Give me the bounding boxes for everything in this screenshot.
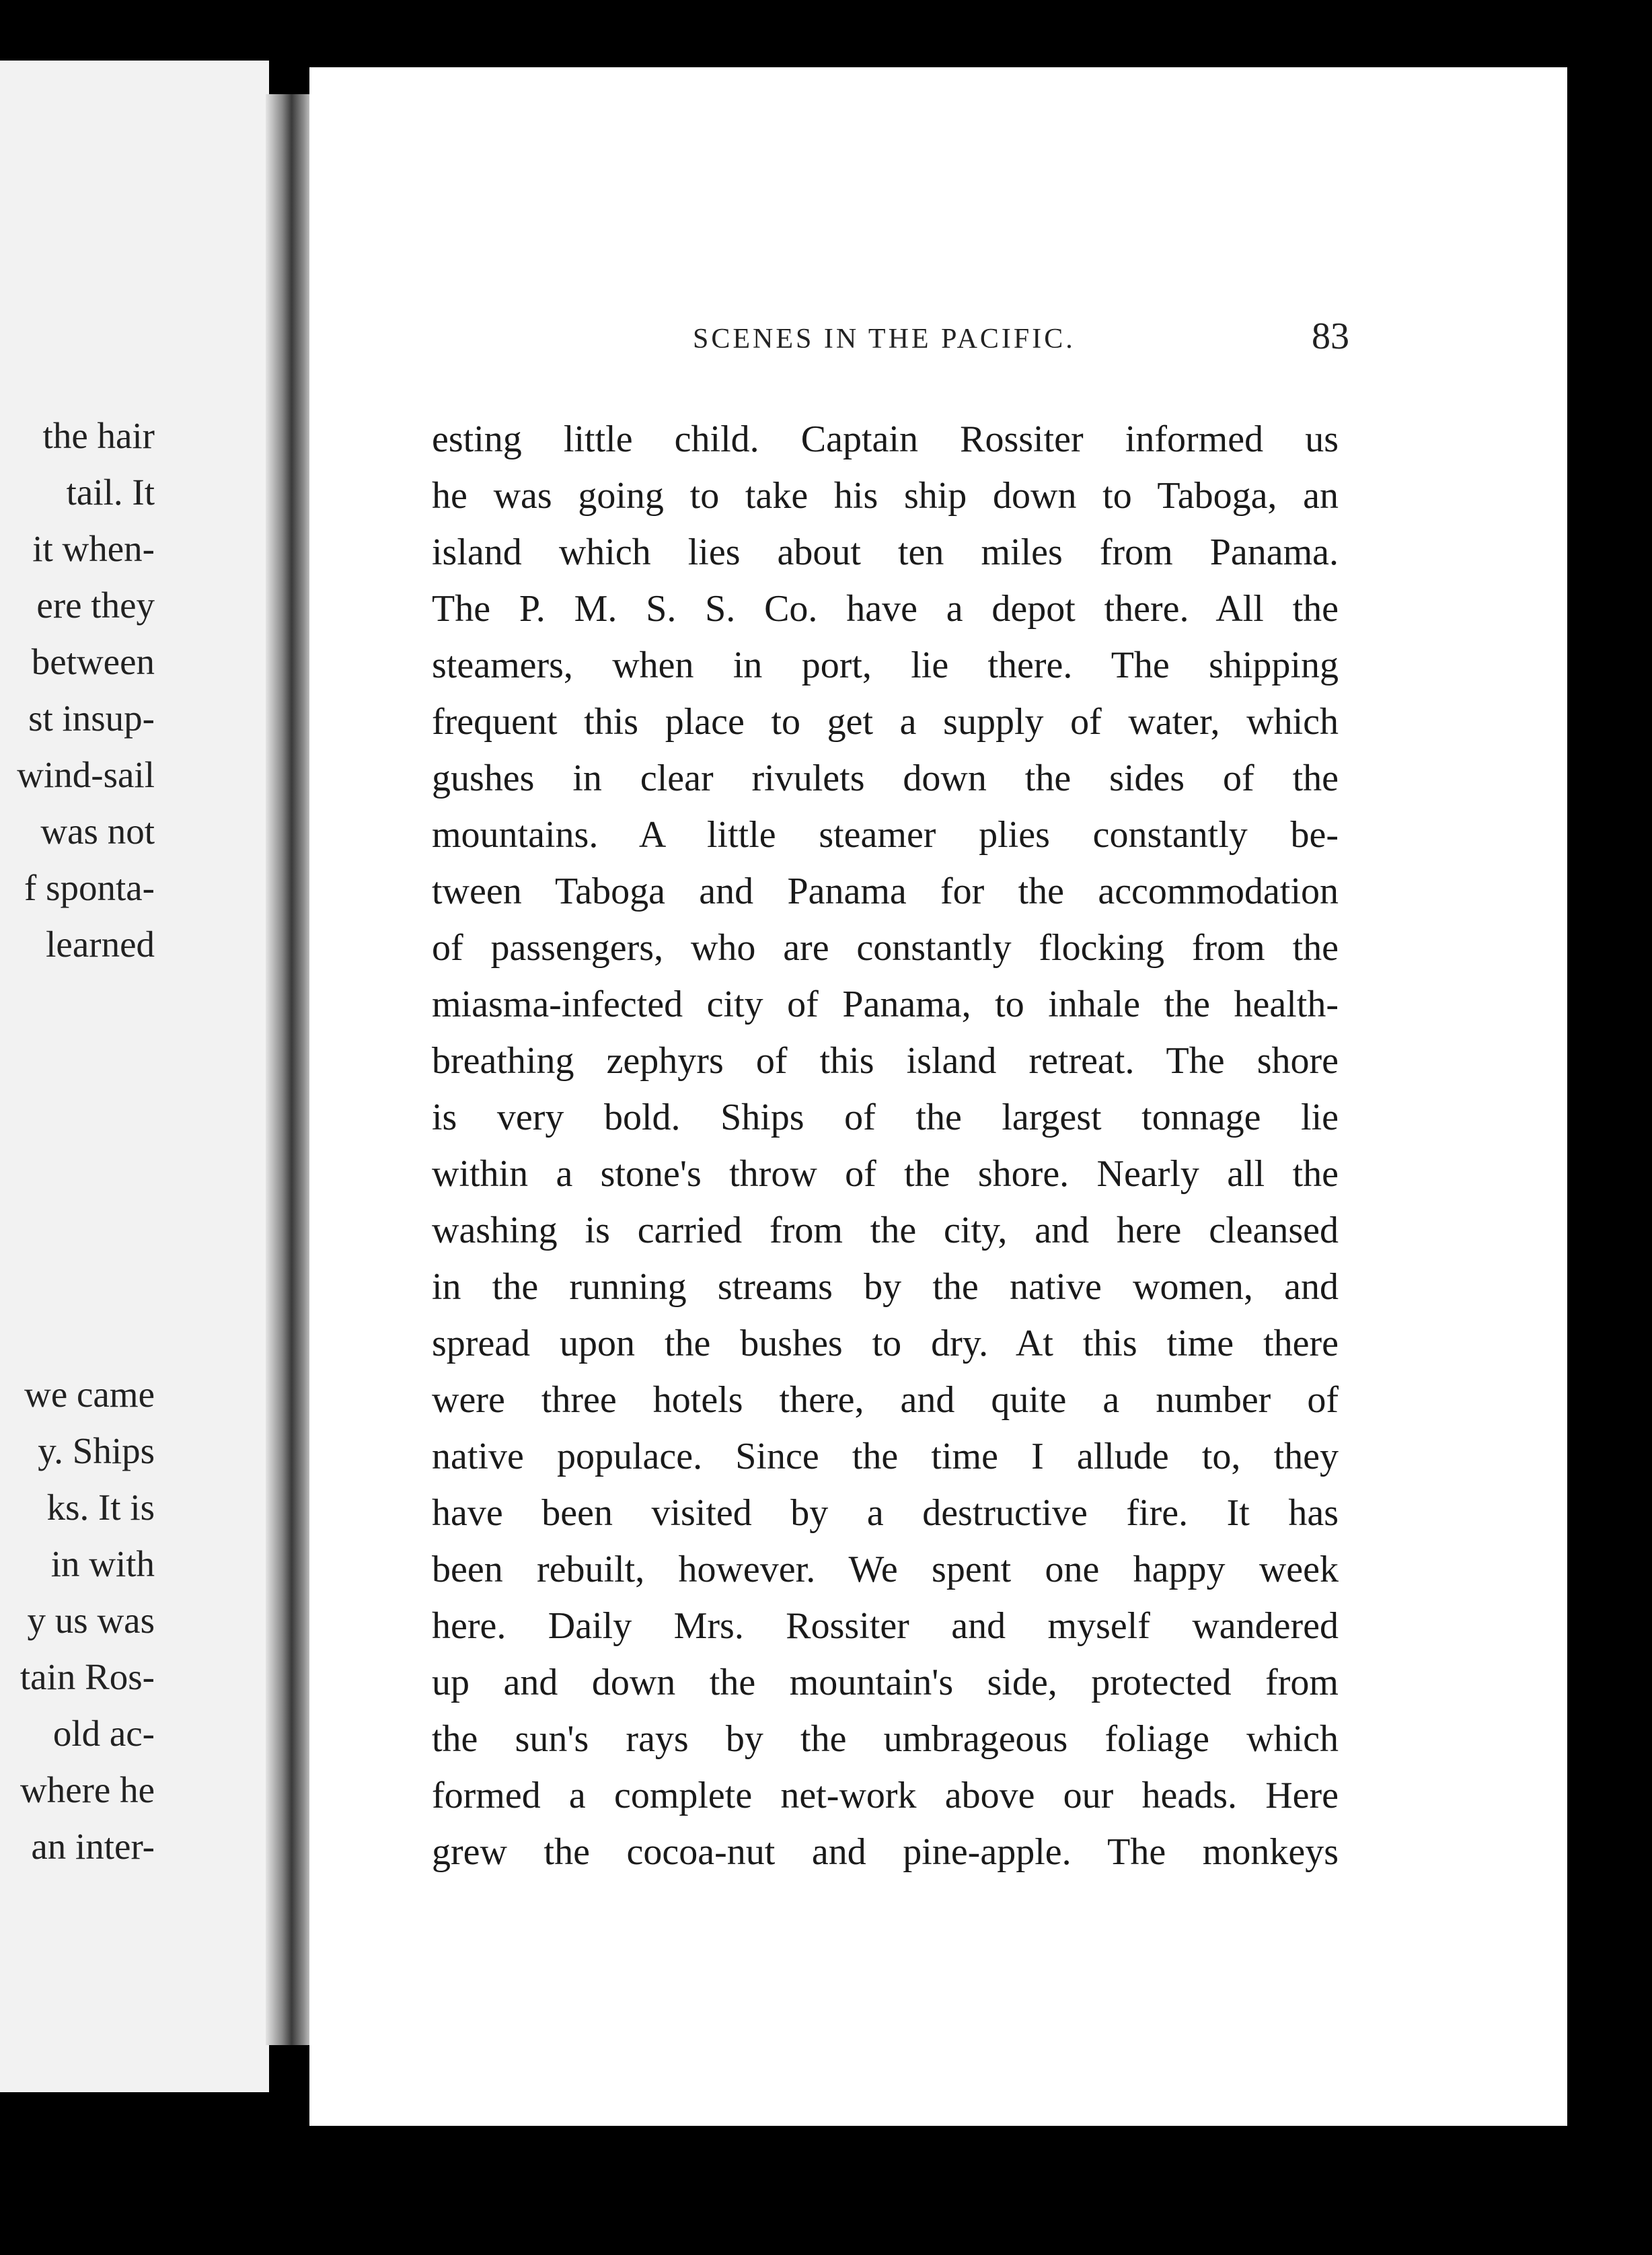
left-page-line: we came <box>24 1374 155 1415</box>
left-page-line: ere they <box>36 585 155 626</box>
body-text-line: been rebuilt, however. We spent one happy week <box>432 1549 1339 1590</box>
left-page-line: in with <box>50 1543 155 1584</box>
left-page-line: ks. It is <box>46 1487 155 1528</box>
body-text-line: the sun's rays by the umbrageous foliage which <box>432 1718 1339 1760</box>
body-text-line: of passengers, who are constantly flocking from the <box>432 927 1339 969</box>
body-text-line: gushes in clear rivulets down the sides of the <box>432 757 1339 799</box>
body-text-line: esting little child. Captain Rossiter informed us <box>432 418 1339 460</box>
left-page-line: old ac- <box>52 1713 155 1754</box>
body-text-line: formed a complete net-work above our heads. Here <box>432 1775 1339 1816</box>
body-text-line: breathing zephyrs of this island retreat. The shore <box>432 1040 1339 1082</box>
left-page-line: the hair <box>42 415 155 456</box>
left-page-line: y us was <box>27 1600 155 1641</box>
left-page-line: st insup- <box>28 698 155 739</box>
body-text-line: The P. M. S. S. Co. have a depot there. All the <box>432 588 1339 630</box>
body-text-line: have been visited by a destructive fire. It has <box>432 1492 1339 1534</box>
running-head: SCENES IN THE PACIFIC. <box>693 324 1076 355</box>
left-page-line: where he <box>20 1769 155 1810</box>
left-page-line: wind-sail <box>17 754 155 795</box>
left-page-line: f sponta- <box>24 867 155 908</box>
book-gutter <box>266 94 313 2045</box>
body-text-line: native populace. Since the time I allude to, they <box>432 1436 1339 1477</box>
body-text-line: mountains. A little steamer plies constantly be- <box>432 814 1339 856</box>
body-text-line: washing is carried from the city, and here cleansed <box>432 1210 1339 1251</box>
body-text-line: within a stone's throw of the shore. Nearly all the <box>432 1153 1339 1195</box>
body-text-line: tween Taboga and Panama for the accommodation <box>432 871 1339 912</box>
left-page-line: tain Ros- <box>20 1656 155 1697</box>
body-text-line: steamers, when in port, lie there. The shipping <box>432 644 1339 686</box>
body-text-line: here. Daily Mrs. Rossiter and myself wandered <box>432 1605 1339 1647</box>
page-number: 83 <box>1312 316 1349 357</box>
body-text-line: spread upon the bushes to dry. At this time there <box>432 1323 1339 1364</box>
body-text-line: in the running streams by the native women, and <box>432 1266 1339 1308</box>
body-text-line: frequent this place to get a supply of water, which <box>432 701 1339 743</box>
body-text-line: is very bold. Ships of the largest tonnage lie <box>432 1097 1339 1138</box>
left-page-line: y. Ships <box>38 1430 155 1471</box>
body-text-line: up and down the mountain's side, protected from <box>432 1662 1339 1703</box>
body-text-line: miasma-infected city of Panama, to inhale the health- <box>432 984 1339 1025</box>
left-page-line: an inter- <box>31 1826 155 1867</box>
body-text-line: grew the cocoa-nut and pine-apple. The monkeys <box>432 1831 1339 1873</box>
left-page-line: tail. It <box>66 472 155 513</box>
left-facing-page <box>0 61 269 2092</box>
body-text-line: were three hotels there, and quite a number of <box>432 1379 1339 1421</box>
body-text-line: island which lies about ten miles from Panama. <box>432 531 1339 573</box>
left-page-line: learned <box>46 924 155 965</box>
body-text-line: he was going to take his ship down to Taboga, an <box>432 475 1339 517</box>
left-page-line: between <box>31 641 155 682</box>
left-page-line: was not <box>40 811 155 852</box>
book-page <box>309 67 1567 2126</box>
left-page-line: it when- <box>32 528 155 569</box>
